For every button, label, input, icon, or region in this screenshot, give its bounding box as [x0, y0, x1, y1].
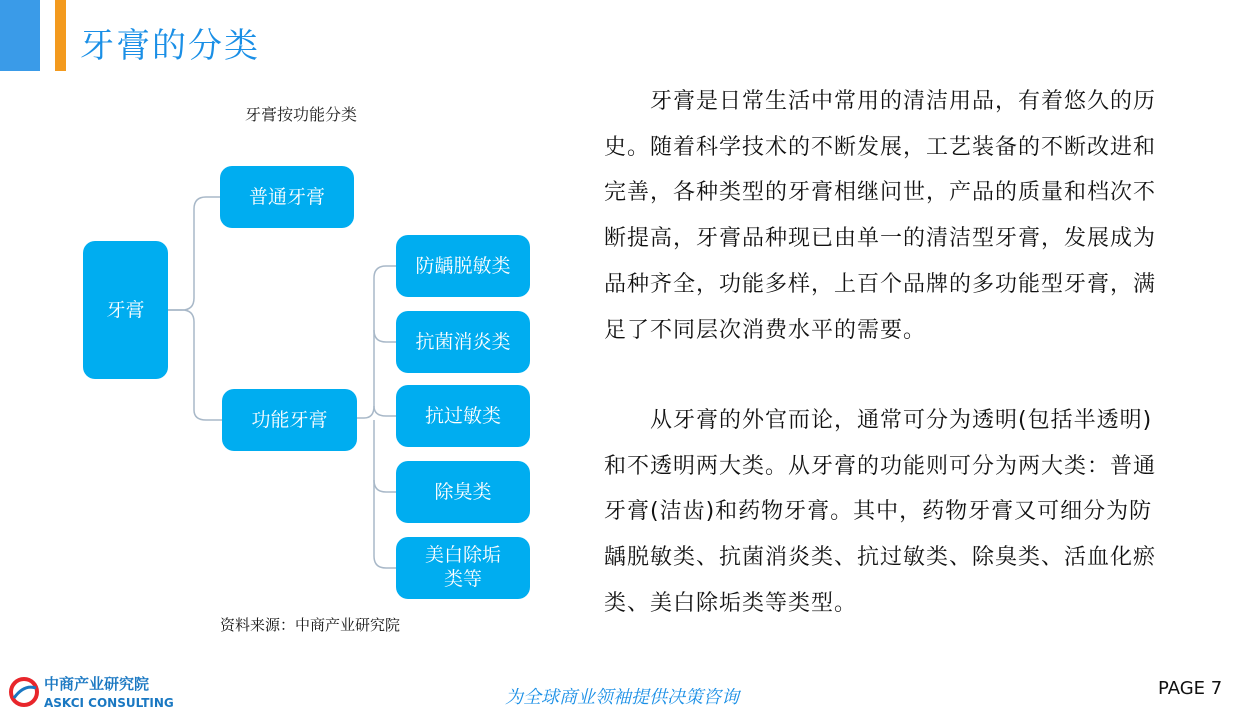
node-anticaries-desensitizing: [396, 235, 530, 297]
diagram-caption: 牙膏按功能分类: [245, 105, 358, 124]
connector-func-5: [374, 480, 396, 568]
node-label-line: 类等: [443, 568, 482, 590]
node-label: 功能牙膏: [251, 408, 328, 431]
node-deodorizing: [396, 461, 530, 523]
logo-text-cn: 中商产业研究院: [44, 675, 150, 693]
node-normal-toothpaste: [220, 166, 354, 228]
connector-func-3: [374, 406, 396, 416]
node-toothpaste-root: [83, 241, 168, 379]
page-number: PAGE 7: [1158, 678, 1223, 699]
node-label: 抗过敏类: [424, 404, 501, 427]
node-functional-toothpaste: [222, 389, 357, 451]
node-label: 除臭类: [434, 480, 492, 503]
askci-logo-icon: [8, 676, 40, 708]
body-paragraph-2: 从牙膏的外官而论，通常可分为透明(包括半透明)和不透明两大类。从牙膏的功能则可分为两大类：普通牙膏(洁齿)和药物牙膏。其中，药物牙膏又可细分为防龋脱敏类、抗菌消炎类、抗过敏类、除臭类、活血化瘀类、美白除垢类等类型。: [604, 408, 1157, 616]
node-label: 抗菌消炎类: [415, 330, 511, 353]
connector-root-functional: [168, 310, 222, 420]
logo-text-en: ASKCI CONSULTING: [44, 696, 174, 710]
source-note: 资料来源：中商产业研究院: [220, 616, 401, 634]
footer-slogan: 为全球商业领袖提供决策咨询: [505, 687, 739, 708]
node-antiallergy: [396, 385, 530, 447]
node-label-line: 美白除垢: [424, 544, 501, 567]
node-whitening: [396, 537, 530, 599]
page-title: 牙膏的分类: [80, 26, 260, 66]
node-label: 防龋脱敏类: [415, 254, 511, 277]
connector-func-4: [374, 420, 396, 492]
connector-root-normal: [168, 197, 220, 310]
node-label: 牙膏: [106, 298, 145, 321]
node-label: 普通牙膏: [248, 185, 325, 208]
askci-logo: [8, 673, 174, 710]
body-paragraph-1: 牙膏是日常生活中常用的清洁用品，有着悠久的历史。随着科学技术的不断发展，工艺装备的不断改进和完善，各种类型的牙膏相继问世，产品的质量和档次不断提高，牙膏品种现已由单一的清洁型牙膏，发展成为品种齐全，功能多样，上百个品牌的多功能型牙膏，满足了不同层次消费水平的需要。: [604, 89, 1157, 343]
node-antibacterial: [396, 311, 530, 373]
connector-func-2: [374, 330, 396, 342]
